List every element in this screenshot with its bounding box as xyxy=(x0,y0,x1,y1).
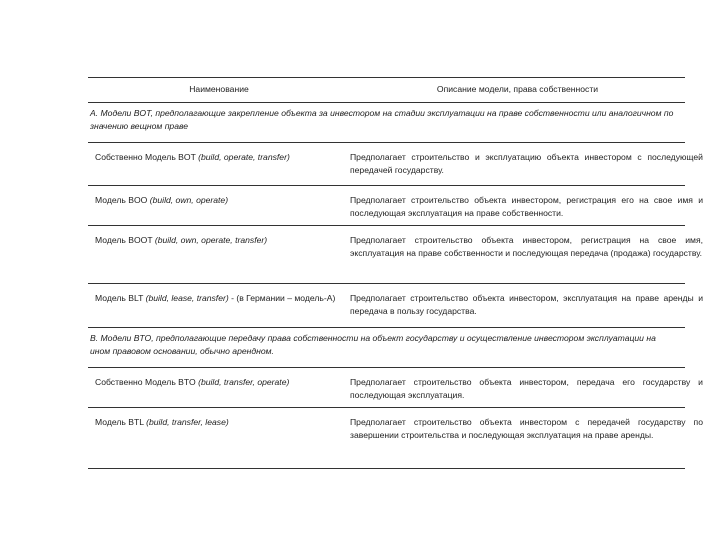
model-description: Предполагает строительство объекта инвестором, регистрация его на свое имя и последующая эксплуатация на праве собственности. xyxy=(350,195,703,218)
model-description: Предполагает строительство объекта инвестором, эксплуатация на праве аренды и передача в пользу государства. xyxy=(350,293,703,316)
model-name: Собственно Модель BTO (build, transfer, operate) xyxy=(95,377,290,387)
table-row xyxy=(88,367,703,407)
table-row xyxy=(88,185,703,225)
model-name: Модель BOOT (build, own, operate, transfer) xyxy=(95,235,268,245)
model-description: Предполагает строительство и эксплуатацию объекта инвестором с последующей передачей государству. xyxy=(350,152,703,175)
header-name: Наименование xyxy=(189,84,249,94)
model-description: Предполагает строительство объекта инвестором, передача его государству и последующая эксплуатация. xyxy=(350,377,703,400)
model-name: Собственно Модель BOT (build, operate, transfer) xyxy=(95,152,290,162)
model-name: Модель BTL (build, transfer, lease) xyxy=(95,417,229,427)
model-name: Модель BOO (build, own, operate) xyxy=(95,195,229,205)
section-b-heading: В. Модели BTO, предполагающие передачу права собственности на объект государству и осуществление инвестором эксплуатации на ином правовом основании, обычно арендном. xyxy=(88,327,685,367)
section-a-heading: А. Модели BOT, предполагающие закрепление объекта за инвестором на стадии эксплуатации на праве собственности или аналогичном по значению вещном праве xyxy=(88,102,685,142)
table-row xyxy=(88,142,703,185)
model-description: Предполагает строительство объекта инвестором с передачей государству по завершении строительства и последующая эксплуатация на праве аренды. xyxy=(350,417,703,440)
model-name: Модель BLT (build, lease, transfer) - (в Германии – модель-А) xyxy=(95,293,336,303)
header-description: Описание модели, права собственности xyxy=(436,84,599,94)
table-header xyxy=(88,77,685,102)
table-row xyxy=(88,407,703,469)
table-row xyxy=(88,225,703,283)
table-row xyxy=(88,283,703,327)
model-description: Предполагает строительство объекта инвестором, регистрация на свое имя, эксплуатация на праве собственности и последующая передача (продажа) государству. xyxy=(350,235,703,258)
models-table xyxy=(88,77,703,469)
